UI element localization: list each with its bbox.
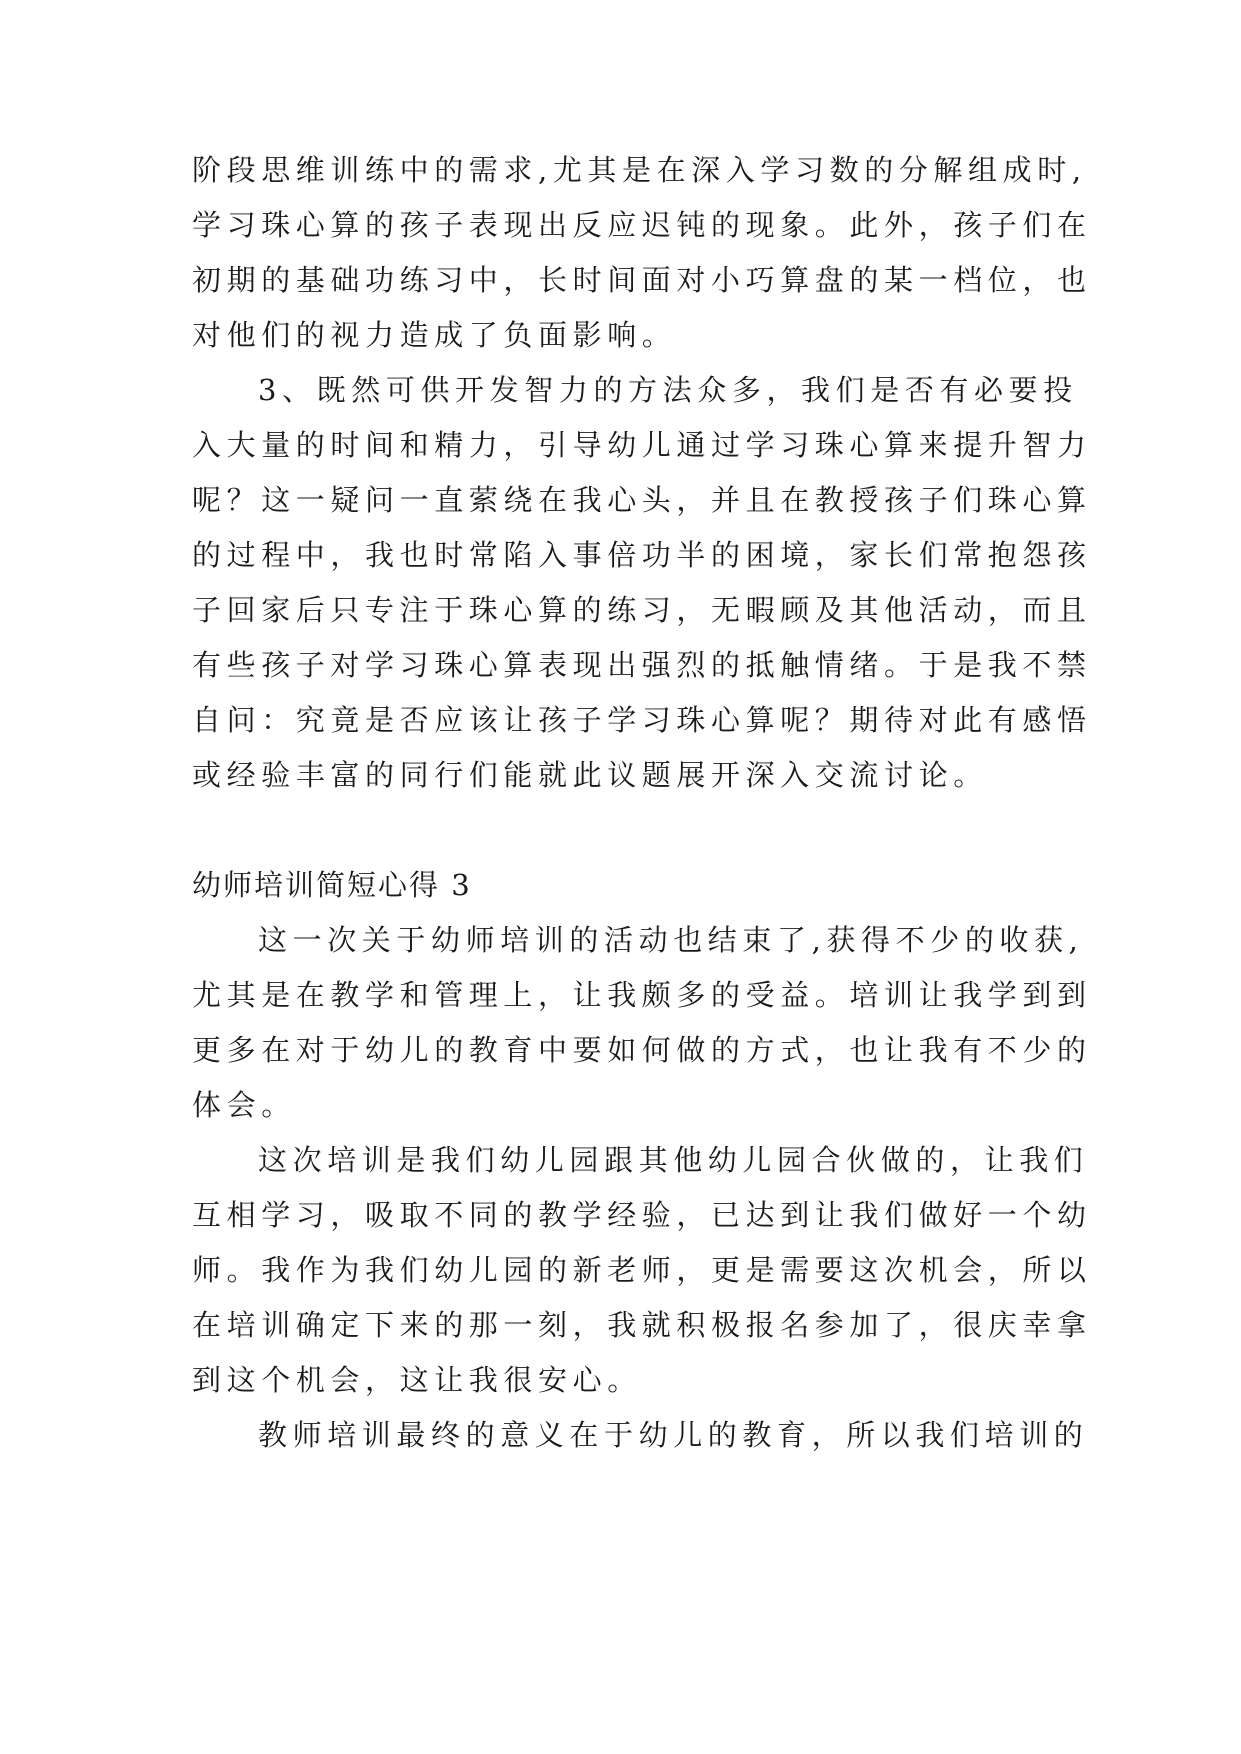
text-line: 子回家后只专注于珠心算的练习，无暇顾及其他活动，而且: [192, 593, 1092, 627]
text-line: 在培训确定下来的那一刻，我就积极报名参加了，很庆幸拿: [192, 1308, 1092, 1342]
text-line: 尤其是在教学和管理上，让我颇多的受益。培训让我学到到: [192, 978, 1092, 1012]
text-line: 的过程中，我也时常陷入事倍功半的困境，家长们常抱怨孩: [192, 538, 1092, 572]
text-line: 初期的基础功练习中，长时间面对小巧算盘的某一档位，也: [192, 263, 1092, 297]
text-line: 这次培训是我们幼儿园跟其他幼儿园合伙做的，让我们: [258, 1143, 1089, 1177]
text-line: 教师培训最终的意义在于幼儿的教育，所以我们培训的: [258, 1418, 1089, 1452]
text-line: 学习珠心算的孩子表现出反应迟钝的现象。此外，孩子们在: [192, 208, 1092, 242]
text-line: 到这个机会，这让我很安心。: [192, 1363, 642, 1397]
text-line: 阶段思维训练中的需求,尤其是在深入学习数的分解组成时,: [192, 153, 1087, 187]
text-line: 3、既然可供开发智力的方法众多，我们是否有必要投: [258, 373, 1078, 407]
text-line: 有些孩子对学习珠心算表现出强烈的抵触情绪。于是我不禁: [192, 648, 1092, 682]
text-line: 呢？这一疑问一直萦绕在我心头，并且在教授孩子们珠心算: [192, 483, 1092, 517]
text-line: 更多在对于幼儿的教育中要如何做的方式，也让我有不少的: [192, 1033, 1092, 1067]
text-line: 互相学习，吸取不同的教学经验，已达到让我们做好一个幼: [192, 1198, 1092, 1232]
text-line: 自问：究竟是否应该让孩子学习珠心算呢？期待对此有感悟: [192, 703, 1092, 737]
text-line: 体会。: [192, 1088, 296, 1122]
text-line: 或经验丰富的同行们能就此议题展开深入交流讨论。: [192, 758, 988, 792]
text-line: 对他们的视力造成了负面影响。: [192, 318, 677, 352]
text-line: 入大量的时间和精力，引导幼儿通过学习珠心算来提升智力: [192, 428, 1092, 462]
section-heading: 幼师培训简短心得 3: [192, 868, 472, 902]
text-line: 这一次关于幼师培训的活动也结束了,获得不少的收获,: [258, 923, 1084, 957]
text-line: 师。我作为我们幼儿园的新老师，更是需要这次机会，所以: [192, 1253, 1092, 1287]
